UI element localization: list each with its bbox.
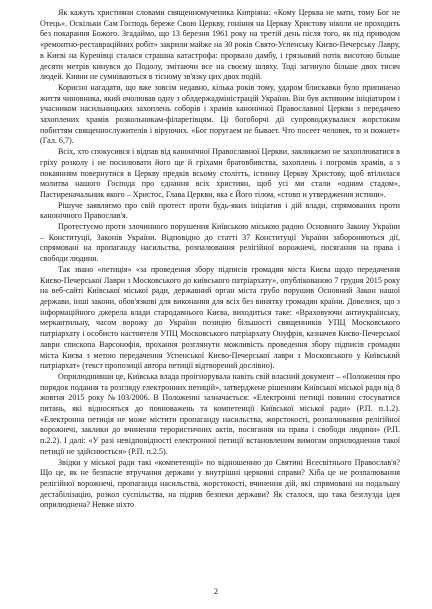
paragraph-protest-statement: Рішуче заявляємо про свій протест проти будь-яких ініціатив і дій влади, спрямованих проти канонічного Православ'я. [40,200,400,221]
paragraph-petition-regulations: Оприлюднивши це, Київська влада проігнорувала навіть свій власний документ – «Положення про порядок подання та розгляду електронних петицій», затверджене рішенням Київської міської ради від 8 жовтня 2015 року №103/2006. В Положенні зазначається: «Електронні петиції повинні стосуватися питань, які відносяться до повноважень та компетенції Київської міської ради» (Р.П. п.1.2). «Електронна петиція не може містити пропаганду насильства, жорстокості, розпалювання релігійної ворожнечі, заклики до вчинення терористичних актів, посягання на права і свободи людини» (Р.П. п.2.2). І далі: «У разі невідповідності електронної петиції встановленим вимогам оприлюднення такої петиції не здійснюється» (Р.П. п.2.5). [40,371,400,456]
paragraph-official-lightning: Корисно нагадати, що вже зовсім недавно, кілька років тому, ударом блискавки було припинено життя чиновника, який очолював одну з облдержадміністрацій України. Він був активним ініціатором і учасником насильницьких захоплень соборів і храмів канонічної Православної Церкви з передачею захоплених храмів розкольникам-філаретівцям. Ці богоборчі дії супроводжувалися жорстоким побиттям священнослужителів і віруючих. «Бог поругаем не бывает. Что посеет человек, то и пожнет» (Гал. 6,7). [40,82,400,146]
paragraph-kyprian-quote: Як кажуть християни словами священномученика Кипріяна: «Кому Церква не мати, тому Бог не Отець». Оскільки Сам Господь береже Свою Церкву, гоніння на Церкву Христову ніколи не проходить без покарання Божого. Згадаймо, що 13 березня 1961 року на третій день після того, як під приводом «ремонтно-реставраційних робіт» закрили майже на 30 років Свято-Успенську Києво-Печерську Лавру, в Києві на Куренівці сталася страшна катастрофа: прорвало дамбу, і грязьовий потік висотою більше десяти метрів кинувся до Подолу, змітаючи все на своєму шляху. Тоді загинуло більше двох тисяч людей. Кияни не сумніваються в тісному зв'язку цих двох подій. [40,8,400,82]
paragraph-constitution-violation: Протестуємо проти злочинного порушення Київською міською радою Основного Закону України – Конституції, Законів України. Відповідно до статті 37 Конституції України забороняються дії, спрямовані на пропаганду насильства, розпалювання релігійної ворожнечі, посягання на права і свободи людини. [40,222,400,264]
paragraph-rhetorical-questions: Звідки у міської ради такі «компетенції» по відношенню до Святині Всесвітнього Православ'я? Що це, як не безпасне втручання держави у внутрішні церковні справи? Хіба це не розпалювання релігійної ворожнечі, пропаганда насильства, жорстокості, вчинення дій, які спрямовані на подальшу дестабілізацію, розкол суспільства, на підрив безпеки держави? Як сталося, що така безглузда ідея оприлюднена? Невже ніхто [40,457,400,510]
paragraph-call-to-return: Всіх, хто спокусився і відпав від канонічної Православної Церкви, закликаємо не захоплюватися в гріху розколу і не посилювати його ще й гріхами братовбивства, захоплень і погромів храмів, а з покаянням повернутися в Церкву предків всьому столітть, істинну Церкву Христову, щоб втілилася молитва нашого Господа про єднання всіх християн, щоб усі ми стали «одним стадом», Пастиреначальник якого – Христос, Глава Церкви, яка є Його тілом, «стовп и утвердження истини». [40,147,400,199]
page-number: 2 [213,586,219,597]
paragraph-petition-description: Так звано «петиція» «за проведення збору підписів громадян міста Києва щодо передачення Києво-Печерської Лаври з Московського до київського патріархату», опублікованою 7 грудня 2015 року на веб-сайті Київської міської ради, державний орган міста грубо порушив Основний Закон нашої держави, інші закони, обов'язкові для виконання для всіх без винятку громадян країни. Довелися, що з інформаційного джерела влади стародавнього Києва, виходиться таке: «Враховуючи антиукраїнську, меркантильну, часом ворожу до України позицію більшості священників УПЦ Московського патріархату і особисто настоятеля УПЦ Московського патріархату Онуфрія, казначея Києво-Печерської лаври єпископа Варсонофія, прохання розглянути можливість проведення збору підписів громадян міста Києва з метою передачення Успенської Києво-Печерської лаври з Московського у Київський патріархат» (текст пропозиції автора петиції відтворений дослівно). [40,264,400,371]
